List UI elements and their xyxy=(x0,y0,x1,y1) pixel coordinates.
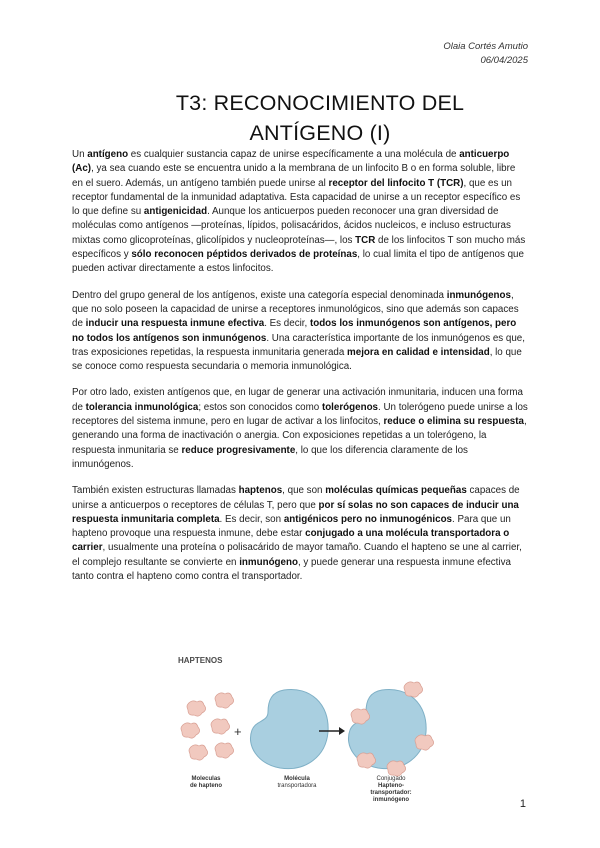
bold-term: reduce o elimina su respuesta xyxy=(383,416,524,428)
bold-term: antígeno xyxy=(87,149,129,160)
text-run: . Aunque los anticuerpos pueden reconocer una gran diversidad de moléculas como antígenos —proteínas, lípidos, polisacáridos, ácidos nucleicos, e incluso estructuras mixtas como glicoproteínas, glicolípidos y nucleoproteínas—, los xyxy=(72,206,511,246)
text-run: . Un tolerógeno puede unirse a los receptores del sistema inmune, pero en lugar de activar a los linfocitos, xyxy=(72,401,528,428)
caption-line: transportador: xyxy=(370,790,412,796)
bold-term: mejora en calidad e intensidad xyxy=(347,346,490,358)
bold-term: tolerógenos xyxy=(321,401,379,413)
text-run: Dentro del grupo general de los antígenos, existe una categoría especial denominada xyxy=(72,289,447,301)
hapten-molecule xyxy=(187,701,206,716)
page-title xyxy=(0,88,600,148)
caption-line: inmunógeno xyxy=(373,797,409,803)
hapten-molecule xyxy=(181,723,200,738)
title-line-2: ANTÍGENO (I) xyxy=(249,121,391,146)
body-text xyxy=(72,148,528,596)
text-run: , que son xyxy=(282,485,326,497)
caption-haptens xyxy=(178,776,234,790)
hapten-molecule xyxy=(189,745,208,760)
caption-line: Molécula xyxy=(284,776,310,782)
caption-conjugate xyxy=(358,776,424,804)
text-run: capaces de unirse a anticuerpos o receptores de células T, pero que xyxy=(72,485,520,511)
text-run: , que es un receptor fundamental de la inmunidad adaptativa. Esta capacidad de unirse a un receptor específico es lo que define su xyxy=(72,177,521,218)
text-run: es cualquier sustancia capaz de unirse específicamente a una molécula de xyxy=(128,149,460,160)
text-run: , lo que los diferencia claramente de los inmunógenos. xyxy=(72,444,468,470)
text-run: Por otro lado, existen antígenos que, en lugar de generar una activación inmunitaria, inducen una forma de xyxy=(72,387,523,413)
text-run: , ya sea cuando este se encuentra unido a la membrana de un linfocito B o en forma soluble, libre en el suero. Además, un antígeno también puede unirse al xyxy=(72,163,516,189)
text-run: . Es decir, xyxy=(264,318,310,330)
text-run: . Una característica importante de los inmunógenos es que, tras exposiciones repetidas, la respuesta inmunitaria generada xyxy=(72,332,525,358)
bold-term: conjugado a una molécula transportadora o carrier xyxy=(72,528,510,554)
bold-term: antigenicidad xyxy=(143,206,208,218)
bold-term: sólo reconocen péptidos derivados de proteínas xyxy=(131,249,358,261)
caption-carrier xyxy=(262,776,332,790)
author-name: Olaia Cortés Amutio xyxy=(443,41,528,52)
text-run: . Es decir, son xyxy=(219,513,284,525)
text-run: . Para que un hapteno provoque una respuesta inmune, debe estar xyxy=(72,513,511,540)
text-run: , usualmente una proteína o polisacárido de mayor tamaño. Cuando el hapteno se une al carrier, el complejo resultante se convierte en xyxy=(72,542,522,568)
title-line-1: T3: RECONOCIMIENTO DEL xyxy=(175,91,465,116)
bold-term: antigénicos pero no inmunogénicos xyxy=(283,513,453,525)
bold-term: TCR xyxy=(355,234,376,246)
plus-sign: + xyxy=(234,724,242,739)
hapten-molecules xyxy=(181,693,234,760)
caption-line: Conjugado xyxy=(376,776,406,782)
bold-term: anticuerpo (Ac) xyxy=(72,149,510,175)
bold-term: inmunógenos xyxy=(446,289,511,301)
paragraph xyxy=(72,289,528,375)
caption-line: de hapteno xyxy=(189,783,222,789)
caption-line: transportadora xyxy=(277,783,317,789)
carrier-molecule xyxy=(250,689,328,768)
text-run: ; estos son conocidos como xyxy=(198,401,322,413)
figure-title: HAPTENOS xyxy=(178,656,223,665)
bold-term: inmunógeno xyxy=(239,556,298,568)
text-run: Un xyxy=(72,149,88,160)
bold-term: inducir una respuesta inmune efectiva xyxy=(85,318,265,330)
hapten-molecule xyxy=(215,693,234,708)
hapten-molecule xyxy=(215,743,234,758)
paragraph xyxy=(72,386,528,472)
text-run: , que no solo poseen la capacidad de unirse a receptores inmunológicos, sino que además son capaces de xyxy=(72,289,519,330)
text-run: , lo que se conoce como respuesta secundaria o memoria inmunológica. xyxy=(72,346,522,373)
page-number: 1 xyxy=(519,798,526,810)
bold-term: todos los inmunógenos son antígenos, pero no todos los antígenos son inmunógenos xyxy=(72,318,517,344)
bold-term: moléculas químicas pequeñas xyxy=(325,485,467,497)
bold-term: por sí solas no son capaces de inducir una respuesta inmunitaria completa xyxy=(72,499,519,525)
caption-line: Moleculas xyxy=(191,776,221,782)
text-run: de los linfocitos T son mucho más específicos y xyxy=(72,234,526,261)
conjugated-hapten xyxy=(387,761,406,776)
bold-term: receptor del linfocito T (TCR) xyxy=(328,177,464,189)
text-run: , y puede generar una respuesta inmune efectiva tanto contra el hapteno como contra el transportador. xyxy=(72,556,511,583)
document-header xyxy=(443,40,528,68)
bold-term: haptenos xyxy=(238,485,283,497)
paragraph xyxy=(72,148,528,277)
hapten-molecule xyxy=(211,719,230,734)
bold-term: tolerancia inmunológica xyxy=(85,401,199,413)
conjugated-hapten xyxy=(415,735,434,750)
caption-line: Hapteno- xyxy=(378,783,404,789)
paragraph xyxy=(72,484,528,584)
text-run: También existen estructuras llamadas xyxy=(72,485,239,497)
text-run: , generando una forma de inactivación o anergia. Con exposiciones repetidas a un tolerógeno, la respuesta inmunitaria se xyxy=(72,416,527,456)
haptens-figure xyxy=(172,652,434,822)
text-run: , lo cual limita el tipo de antígenos que pueden activar directamente a estos linfocitos. xyxy=(72,249,524,275)
conjugated-hapten xyxy=(404,682,423,697)
document-date: 06/04/2025 xyxy=(480,55,528,66)
bold-term: reduce progresivamente xyxy=(181,444,296,456)
